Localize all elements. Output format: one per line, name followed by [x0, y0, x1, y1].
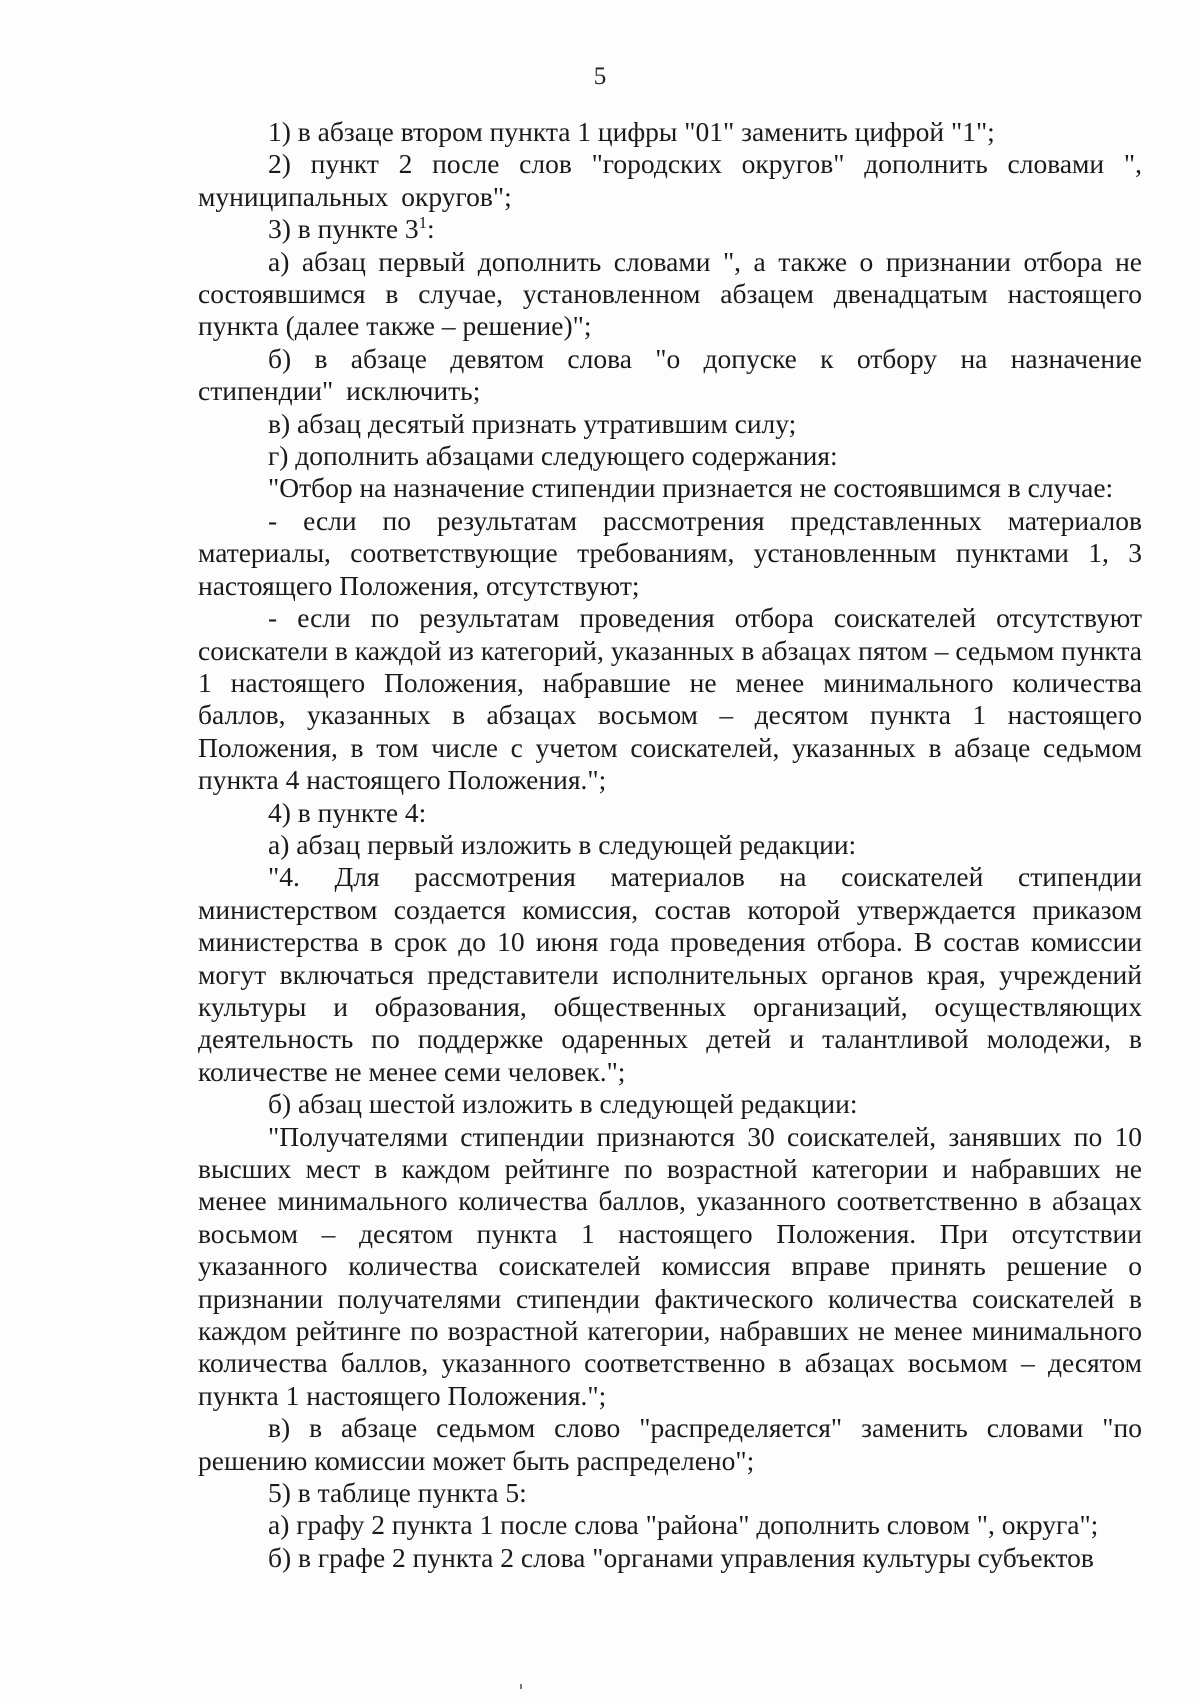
paragraph-text: : [426, 213, 435, 245]
paragraph: "Получателями стипендии признаются 30 соискателей, занявших по 10 высших мест в каждом рейтинге по возрастной категории и набравших не менее минимального количества баллов, указанного соответственно в абзацах восьмом – десятом пункта 1 настоящего Положения. При отсутствии указанного количества соискателей комиссия вправе принять решение о признании получателями стипендии фактического количества соискателей в каждом рейтинге по возрастной категории, набравших не менее минимального количества баллов, указанного соответственно в абзацах восьмом – десятом пункта 1 настоящего Положения."; [198, 1120, 1142, 1411]
scan-speck [520, 1684, 522, 1689]
paragraph: а) графу 2 пункта 1 после слова "района" дополнить словом ", округа"; [268, 1509, 1099, 1541]
superscript: 1 [418, 213, 427, 233]
paragraph-text: 3) в пункте 3 [268, 213, 419, 245]
paragraph: г) дополнить абзацами следующего содержания: [268, 440, 838, 472]
paragraph: б) в графе 2 пункта 2 слова "органами управления культуры субъектов [268, 1541, 1094, 1573]
page-number: 5 [593, 63, 607, 90]
paragraph: 4) в пункте 4: [268, 796, 427, 828]
paragraph: б) в абзаце девятом слова "о допуске к отбору на назначение стипендии" исключить; [198, 342, 1142, 407]
paragraph: 5) в таблице пункта 5: [268, 1477, 527, 1509]
paragraph: "4. Для рассмотрения материалов на соискателей стипендии министерством создается комиссия, состав которой утверждается приказом министерства в срок до 10 июня года проведения отбора. В состав комиссии могут включаться представители исполнительных органов края, учреждений культуры и образования, общественных организаций, осуществляющих деятельность по поддержке одаренных детей и талантливой молодежи, в количестве не менее семи человек."; [198, 861, 1142, 1087]
document-body [198, 116, 1142, 1574]
paragraph: в) в абзаце седьмом слово "распределяется" заменить словами "по решению комиссии может быть распределено"; [198, 1412, 1142, 1476]
paragraph: 1) в абзаце втором пункта 1 цифры "01" заменить цифрой "1"; [268, 116, 995, 147]
paragraph: 2) пункт 2 после слов "городских округов" дополнить словами ", муниципальных округов"; [198, 148, 1142, 212]
paragraph: в) абзац десятый признать утратившим силу; [268, 407, 797, 439]
paragraph: - если по результатам проведения отбора соискателей отсутствуют соискатели в каждой из категорий, указанных в абзацах пятом – седьмом пункта 1 настоящего Положения, набравшие не менее минимального количества баллов, указанных в абзацах восьмом – десятом пункта 1 настоящего Положения, в том числе с учетом соискателей, указанных в абзаце седьмом пункта 4 настоящего Положения."; [198, 602, 1142, 796]
paragraph: б) абзац шестой изложить в следующей редакции: [268, 1088, 858, 1120]
paragraph: а) абзац первый дополнить словами ", а также о признании отбора не состоявшимся в случае, установленном абзацем двенадцатым настоящего пункта (далее также – решение)"; [198, 245, 1142, 342]
paragraph: а) абзац первый изложить в следующей редакции: [268, 828, 857, 860]
paragraph: - если по результатам рассмотрения представленных материалов материалы, соответствующие требованиям, установленным пунктами 1, 3 настоящего Положения, отсутствуют; [198, 504, 1142, 601]
paragraph [198, 213, 1142, 245]
paragraph: "Отбор на назначение стипендии признается не состоявшимся в случае: [268, 472, 1114, 504]
